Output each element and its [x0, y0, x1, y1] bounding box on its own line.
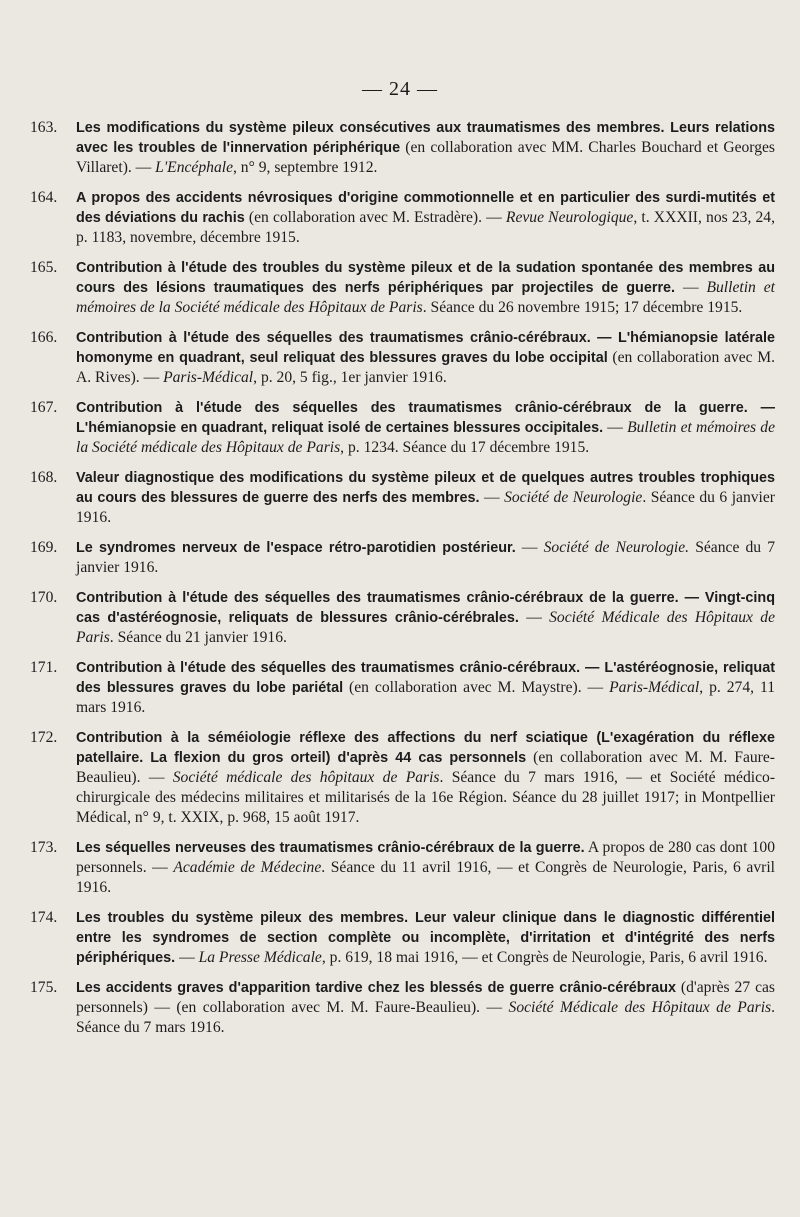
entry-session: . Séance du 11 avril 1916, — et Congrès de Neurologie, Paris, 6 avril 1916.: [76, 859, 776, 896]
entry-details: A propos de 280 cas dont 100 personnels. —: [76, 839, 775, 876]
entry-journal: Revue Neurologique: [505, 209, 634, 226]
entry-title: Contribution à la séméiologie réflexe des affections du nerf sciatique (L'exagération du réflexe patellaire. La flexion du gros orteil) d'après 44 cas personnels: [76, 730, 775, 766]
entry-details: (en collaboration avec MM. Charles Bouchard et Georges Villaret). —: [76, 139, 775, 176]
entry-session: . Séance du 6 janvier 1916.: [76, 489, 775, 526]
bibliography-list: [30, 118, 775, 1048]
entry-details: (en collaboration avec M. A. Rives). —: [76, 349, 775, 386]
entry-title: Contribution à l'étude des troubles du système pileux et de la sudation spontanée des membres au cours des lésions traumatiques des nerfs périphériques par projectiles de guerre.: [76, 260, 775, 296]
bibliography-entry: [30, 588, 775, 648]
entry-text: [76, 978, 775, 1038]
entry-journal: Société médicale des hôpitaux de Paris: [172, 769, 440, 786]
entry-text: [76, 728, 775, 828]
entry-journal: L'Encéphale: [155, 159, 233, 176]
entry-journal: Paris-Médical: [609, 679, 700, 696]
entry-number: 168.: [30, 469, 58, 486]
entry-number: 173.: [30, 839, 58, 856]
entry-number: 167.: [30, 399, 58, 416]
entry-session: . Séance du 7 mars 1916.: [76, 999, 776, 1036]
entry-details: —: [175, 949, 199, 966]
entry-number: 171.: [30, 659, 58, 676]
bibliography-entry: [30, 398, 775, 458]
entry-title: Les accidents graves d'apparition tardive chez les blessés de guerre crânio-cérébraux: [76, 980, 676, 996]
entry-title: Valeur diagnostique des modifications du système pileux et de quelques autres troubles trophiques au cours des blessures de guerre des nerfs des membres.: [76, 470, 775, 506]
bibliography-entry: [30, 838, 775, 898]
entry-text: [76, 468, 775, 528]
entry-details: —: [515, 539, 544, 556]
entry-title: A propos des accidents névrosiques d'origine commotionnelle et en particulier des surdi-mutités et des déviations du rachis: [76, 190, 775, 226]
entry-session: , p. 1234. Séance du 17 décembre 1915.: [340, 439, 590, 456]
bibliography-entry: [30, 728, 775, 828]
bibliography-entry: [30, 908, 775, 968]
entry-session: Séance du 7 janvier 1916.: [76, 539, 775, 576]
entry-journal: Société Médicale des Hôpitaux de Paris: [508, 999, 772, 1016]
entry-journal: Société de Neurologie.: [543, 539, 690, 556]
entry-text: [76, 908, 775, 968]
entry-details: (d'après 27 cas personnels) — (en collaboration avec M. M. Faure-Beaulieu). —: [76, 979, 775, 1016]
entry-session: , n° 9, septembre 1912.: [233, 159, 378, 176]
entry-number: 166.: [30, 329, 58, 346]
entry-journal: Académie de Médecine: [173, 859, 322, 876]
entry-text: [76, 658, 775, 718]
entry-text: [76, 838, 775, 898]
entry-session: . Séance du 21 janvier 1916.: [109, 629, 287, 646]
page-number: — 24 —: [362, 78, 438, 100]
entry-details: —: [603, 419, 628, 436]
bibliography-entry: [30, 468, 775, 528]
entry-title: Contribution à l'étude des séquelles des traumatismes crânio-cérébraux de la guerre. — L'hémianopsie en quadrant, reliquat isolé de certaines blessures occipitales.: [76, 400, 775, 436]
entry-number: 163.: [30, 119, 58, 136]
entry-title: Les séquelles nerveuses des traumatismes crânio-cérébraux de la guerre.: [76, 840, 585, 856]
entry-text: [76, 188, 775, 248]
entry-journal: Paris-Médical: [163, 369, 254, 386]
bibliography-entry: [30, 118, 775, 178]
entry-title: Contribution à l'étude des séquelles des traumatismes crânio-cérébraux. — L'astéréognosie, reliquat des blessures graves du lobe pariétal: [76, 660, 775, 696]
entry-number: 164.: [30, 189, 58, 206]
entry-session: , p. 20, 5 fig., 1er janvier 1916.: [253, 369, 447, 386]
entry-number: 175.: [30, 979, 58, 996]
entry-text: [76, 328, 775, 388]
entry-details: —: [479, 489, 505, 506]
entry-title: Contribution à l'étude des séquelles des traumatismes crânio-cérébraux. — L'hémianopsie latérale homonyme en quadrant, seul reliquat des blessures graves du lobe occipital: [76, 330, 775, 366]
entry-details: —: [675, 279, 707, 296]
bibliography-entry: [30, 188, 775, 248]
entry-number: 172.: [30, 729, 58, 746]
bibliography-entry: [30, 538, 775, 578]
entry-session: , p. 619, 18 mai 1916, — et Congrès de Neurologie, Paris, 6 avril 1916.: [321, 949, 768, 966]
entry-number: 165.: [30, 259, 58, 276]
entry-session: , p. 274, 11 mars 1916.: [76, 679, 775, 716]
entry-session: . Séance du 26 novembre 1915; 17 décembre 1915.: [422, 299, 743, 316]
entry-journal: Société Médicale des Hôpitaux de Paris: [76, 609, 775, 646]
entry-session: . Séance du 7 mars 1916, — et Société médico-chirurgicale des médecins militaires et militarisés de la 16e Région. Séance du 28 juillet 1917; in Montpellier Médical, n° 9, t. XXIX, p. 968, 15 août 1917.: [76, 769, 776, 826]
bibliography-entry: [30, 978, 775, 1038]
entry-journal: Société de Neurologie: [504, 489, 643, 506]
entry-title: Les modifications du système pileux consécutives aux traumatismes des membres. Leurs relations avec les troubles de l'innervation périphérique: [76, 120, 775, 156]
entry-details: (en collaboration avec M. Estradère). —: [244, 209, 506, 226]
entry-text: [76, 588, 775, 648]
entry-journal: Bulletin et mémoires de la Société médicale des Hôpitaux de Paris: [76, 279, 775, 316]
entry-text: [76, 118, 775, 178]
bibliography-entry: [30, 658, 775, 718]
entry-journal: La Presse Médicale: [198, 949, 322, 966]
entry-title: Les troubles du système pileux des membres. Leur valeur clinique dans le diagnostic différentiel entre les syndromes de section complète ou incomplète, d'irritation et d'intégrité des nerfs périphériques.: [76, 910, 775, 966]
bibliography-entry: [30, 328, 775, 388]
entry-title: Contribution à l'étude des séquelles des traumatismes crânio-cérébraux de la guerre. — Vingt-cinq cas d'astéréognosie, reliquats de blessures crânio-cérébrales.: [76, 590, 775, 626]
entry-text: [76, 538, 775, 578]
entry-session: , t. XXXII, nos 23, 24, p. 1183, novembre, décembre 1915.: [76, 209, 775, 246]
entry-title: Le syndromes nerveux de l'espace rétro-parotidien postérieur.: [76, 540, 516, 556]
entry-text: [76, 398, 775, 458]
entry-details: —: [518, 609, 550, 626]
entry-text: [76, 258, 775, 318]
bibliography-entry: [30, 258, 775, 318]
entry-details: (en collaboration avec M. M. Faure-Beaulieu). —: [76, 749, 775, 786]
entry-details: (en collaboration avec M. Maystre). —: [343, 679, 610, 696]
entry-number: 170.: [30, 589, 58, 606]
entry-number: 174.: [30, 909, 58, 926]
entry-journal: Bulletin et mémoires de la Société médicale des Hôpitaux de Paris: [76, 419, 775, 456]
entry-number: 169.: [30, 539, 58, 556]
